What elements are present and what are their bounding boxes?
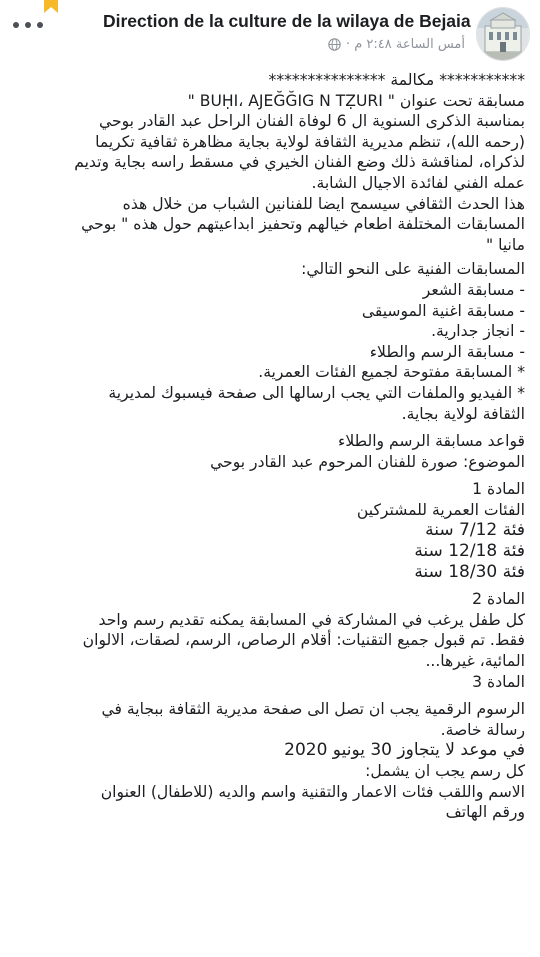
post-line: فقط. تم قبول جميع التقنيات: أقلام الرصاص، الرسم، لصقات، الالوان: [82, 631, 525, 650]
post-line: الموضوع: صورة للفنان المرحوم عبد القادر بوحي: [210, 452, 525, 471]
post-line: ورقم الهاتف: [445, 803, 525, 822]
post-line: رسالة خاصة.: [440, 720, 525, 739]
post-line: * الفيديو والملفات التي يجب ارسالها الى صفحة فيسبوك لمديرية: [108, 383, 525, 402]
post-line: المائية، غيرها...: [425, 652, 525, 671]
post-line: (رحمه الله)، تنظم مديرية الثقافة لولاية بجاية مظاهرة ثقافية تكريما: [95, 132, 525, 151]
post-line: الاسم واللقب فئات الاعمار والتقنية واسم والديه (للاطفال) العنوان: [100, 782, 525, 801]
post-body: [0, 70, 540, 823]
page-name-link[interactable]: Direction de la culture de la wilaya de Bejaia: [103, 11, 471, 31]
post-line: فئة 18/30 سنة: [414, 561, 525, 582]
post-line: الثقافة لولاية بجاية.: [401, 404, 525, 423]
post-line: المادة 2: [472, 590, 525, 609]
post-line: في موعد لا يتجاوز 30 يونيو 2020: [284, 740, 525, 761]
post-line: عمله الفني لفائدة الاجيال الشابة.: [311, 173, 525, 192]
post-line: - انجاز جدارية.: [431, 322, 525, 341]
post-meta: [328, 37, 465, 52]
post-line: كل رسم يجب ان يشمل:: [365, 762, 525, 780]
post-line: الفئات العمرية للمشتركين: [356, 500, 525, 519]
post-line: - مسابقة الرسم والطلاء: [369, 342, 525, 361]
post-line: * المسابقة مفتوحة لجميع الفئات العمرية.: [258, 363, 525, 382]
post-line: مانيا ": [485, 235, 525, 254]
page-avatar[interactable]: [476, 7, 530, 61]
post-line: بمناسبة الذكرى السنوية ال 6 لوفاة الفنان الراحل عبد القادر بوحي: [98, 112, 525, 131]
post-line: المادة 1: [472, 480, 525, 499]
post-line: المسابقات الفنية على النحو التالي:: [301, 260, 525, 279]
post-line: - مسابقة الشعر: [422, 280, 525, 299]
more-options-icon[interactable]: [13, 14, 43, 36]
post-line: الرسوم الرقمية يجب ان تصل الى صفحة مديرية الثقافة ببجاية في: [101, 700, 525, 719]
post-line: فئة 12/18 سنة: [414, 541, 525, 562]
post-line: قواعد مسابقة الرسم والطلاء: [338, 432, 525, 451]
post-timestamp[interactable]: أمس الساعة ٢:٤٨ م ·: [345, 37, 465, 52]
post-line: المادة 3: [472, 672, 525, 691]
post-line: كل طفل يرغب في المشاركة في المسابقة يمكنه تقديم رسم واحد: [98, 610, 525, 629]
post-line: المسابقات المختلفة اطعام خيالهم وتحفيز ابداعيتهم حول هذه " بوحي: [81, 215, 525, 234]
post-line: لذكراه، لمناقشة ذلك وضع الفنان الخيري في مسقط راسه بجاية وتديم: [74, 153, 525, 172]
globe-icon: [328, 38, 341, 51]
post-line: - مسابقة اغنية الموسيقى: [361, 301, 525, 320]
post-line: مسابقة تحت عنوان " BUḤI، AJEĞĞIG N TẒURI ": [187, 91, 525, 110]
post-line: هذا الحدث الثقافي سيسمح ايضا للفنانين الشباب من خلال هذه: [122, 194, 525, 213]
post-header: [0, 0, 540, 68]
building-logo-icon: [477, 8, 529, 60]
post-line: فئة 7/12 سنة: [425, 520, 525, 541]
post-line: *********** مكالمة ***************: [268, 71, 525, 89]
